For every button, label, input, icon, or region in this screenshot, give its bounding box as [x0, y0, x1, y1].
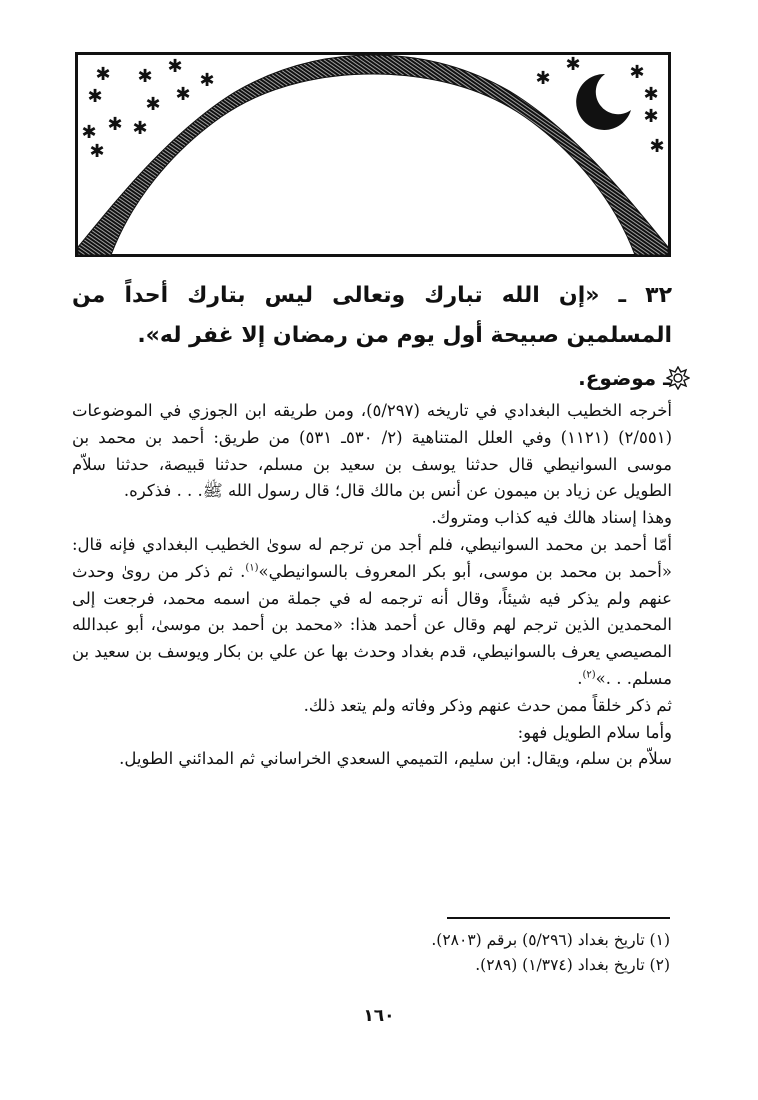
svg-text:✱: ✱: [199, 70, 215, 91]
footnote-item: (١) تاريخ بغداد (٥/٢٩٦) برقم (٢٨٠٣).: [431, 931, 670, 949]
svg-text:✱: ✱: [95, 64, 111, 85]
footnotes: [110, 928, 670, 978]
svg-text:✱: ✱: [565, 54, 581, 75]
commentary: [72, 398, 672, 773]
paragraph: وأما سلام الطويل فهو:: [517, 722, 672, 742]
footnote-ref[interactable]: (٢): [582, 669, 596, 681]
paragraph-text: .: [577, 668, 583, 688]
paragraph: ثم ذكر خلقاً ممن حدث عنهم وذكر وفاته ولم يتعد ذلك.: [303, 695, 672, 715]
svg-text:✱: ✱: [175, 84, 191, 105]
svg-text:✱: ✱: [107, 114, 123, 135]
svg-text:✱: ✱: [629, 62, 645, 83]
page-number: ١٦٠: [363, 1006, 395, 1026]
paragraph: وهذا إسناد هالك فيه كذاب ومتروك.: [431, 508, 672, 528]
svg-text:✱: ✱: [535, 68, 551, 89]
svg-text:✱: ✱: [643, 84, 659, 105]
paragraph: [72, 532, 672, 693]
svg-text:✱: ✱: [649, 136, 665, 157]
svg-text:✱: ✱: [132, 118, 148, 139]
svg-text:✱: ✱: [89, 141, 105, 162]
paragraph-text: أمّا أحمد بن محمد السوانيطي، فلم أجد من ترجم له سوىٰ الخطيب البغدادي فإنه قال: «أحمد بن محمد بن موسى، أبو بكر المعروف بالسوانيطي»: [72, 534, 672, 581]
svg-text:✱: ✱: [145, 94, 161, 115]
paragraph: سلاّم بن سلم، ويقال: ابن سليم، التميمي السعدي الخراساني ثم المدائني الطويل.: [119, 749, 672, 769]
svg-text:✱: ✱: [643, 106, 659, 127]
svg-text:✱: ✱: [167, 56, 183, 77]
paragraph-text: . ثم ذكر من روىٰ وحدث عنهم ولم يذكر فيه شيئاً، وقال أنه ترجمه له في جملة من اسمه محمد، فرجعت إلى المحمدين الذين ترجم لهم وقال عن أحمد هذا: «محمد بن أحمد بن موسىٰ، أبو عبدالله المصيصي يعرف بالسوانيطي، قدم بغداد وحدث بها عن علي بن بكار ويوسف بن سعيد بن مسلم. . .»: [72, 561, 672, 688]
svg-text:✱: ✱: [87, 86, 103, 107]
footnote-item: (٢) تاريخ بغداد (١/٣٧٤) (٢٨٩).: [475, 956, 670, 974]
hadith-text: ٣٢ ـ «إن الله تبارك وتعالى ليس بتارك أحداً من المسلمين صبيحة أول يوم من رمضان إلا غفر له».: [72, 283, 672, 348]
footnote-ref[interactable]: (١): [245, 562, 259, 574]
svg-text:✱: ✱: [81, 122, 97, 143]
footnote-divider: [447, 917, 670, 919]
paragraph: أخرجه الخطيب البغدادي في تاريخه (٥/٢٩٧)، ومن طريقه ابن الجوزي في الموضوعات (٢/٥٥١) (١١٢١) وفي العلل المتناهية (٢/ ٥٣٠ـ ٥٣١) من طريق: أحمد بن محمد بن موسى السوانيطي قال حدثنا يوسف بن سعيد بن مسلم، حدثنا قبيصة، حدثنا سلاّم الطويل عن زياد بن ميمون عن أنس بن مالك قال؛ قال رسول الله ﷺ. . . فذكره.: [72, 401, 673, 501]
svg-text:✱: ✱: [137, 66, 153, 87]
header-illustration: [75, 52, 671, 257]
ruling-heading: ـ موضوع.: [578, 366, 670, 390]
